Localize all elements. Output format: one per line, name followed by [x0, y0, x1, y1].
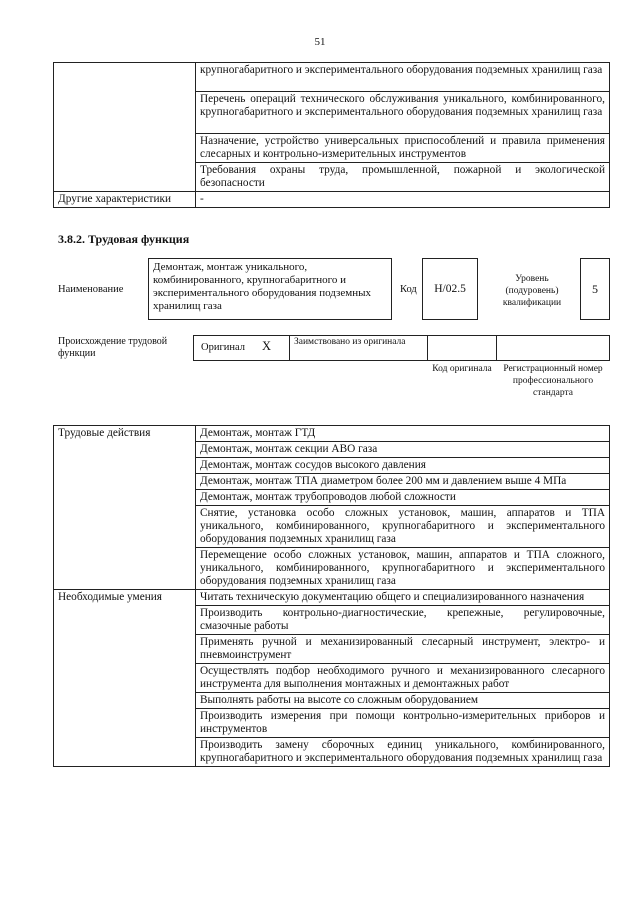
origin-label: Происхождение трудовой функции [58, 336, 168, 359]
top-table-label: Другие характеристики [54, 192, 196, 208]
list-item: Демонтаж, монтаж трубопроводов любой сложности [196, 490, 610, 506]
list-item: Демонтаж, монтаж секции АВО газа [196, 442, 610, 458]
group-label: Необходимые умения [54, 590, 196, 767]
list-item: Демонтаж, монтаж сосудов высокого давления [196, 458, 610, 474]
list-item: Применять ручной и механизированный слесарный инструмент, электро- и пневмоинструмент [196, 635, 610, 664]
list-item: Производить измерения при помощи контрольно-измерительных приборов и инструментов [196, 709, 610, 738]
top-table-value: Перечень операций технического обслуживания уникального, комбинированного, крупногабаритного и экспериментального оборудования подземных хранилищ газа [196, 92, 610, 134]
table-row [54, 63, 610, 92]
borrowed-label: Заимствовано из оригинала [294, 337, 406, 347]
level-label: Уровень (подуровень) квалификации [502, 274, 562, 308]
divider [427, 335, 428, 361]
code-caption: Код оригинала [432, 364, 492, 374]
list-item: Снятие, установка особо сложных установок, машин, аппаратов и ТПА уникального, комбинированного, крупногабаритного и экспериментального оборудования подземных хранилищ газа [196, 506, 610, 548]
list-item: Перемещение особо сложных установок, машин, аппаратов и ТПА сложного, уникального, комбинированного, крупногабаритного и экспериментального оборудования подземных хранилищ газа [196, 548, 610, 590]
divider [496, 335, 497, 361]
level-value-box: 5 [580, 258, 610, 320]
function-name-box: Демонтаж, монтаж уникального, комбинированного, крупногабаритного и экспериментального оборудования подземных хранилищ газа [148, 258, 392, 320]
original-mark: X [262, 339, 272, 353]
top-table-value: - [196, 192, 610, 208]
name-label: Наименование [58, 284, 124, 295]
original-label: Оригинал [201, 342, 245, 353]
section-heading: 3.8.2. Трудовая функция [58, 232, 190, 246]
top-table-value: крупногабаритного и экспериментального оборудования подземных хранилищ газа [196, 63, 610, 92]
divider [289, 335, 290, 361]
list-item: Осуществлять подбор необходимого ручного и механизированного слесарного инструмента для выполнения монтажных и демонтажных работ [196, 664, 610, 693]
top-table-value: Назначение, устройство универсальных приспособлений и правила применения слесарных и контрольно-измерительных инструментов [196, 134, 610, 163]
top-table-value: Требования охраны труда, промышленной, пожарной и экологической безопасности [196, 163, 610, 192]
list-item: Демонтаж, монтаж ГТД [196, 426, 610, 442]
function-code-box: Н/02.5 [422, 258, 478, 320]
code-label: Код [400, 284, 417, 295]
top-table-label [54, 63, 196, 192]
list-item: Выполнять работы на высоте со сложным оборудованием [196, 693, 610, 709]
list-item: Производить контрольно-диагностические, крепежные, регулировочные, смазочные работы [196, 606, 610, 635]
top-table [53, 62, 610, 208]
group-label: Трудовые действия [54, 426, 196, 590]
list-item: Демонтаж, монтаж ТПА диаметром более 200 мм и давлением выше 4 МПа [196, 474, 610, 490]
reg-caption: Регистрационный номер профессионального стандарта [503, 364, 603, 398]
list-item: Производить замену сборочных единиц уникального, комбинированного, крупногабаритного и экспериментального оборудования подземных хранилищ газа [196, 738, 610, 767]
list-item: Читать техническую документацию общего и специализированного назначения [196, 590, 610, 606]
table-row [54, 426, 610, 442]
table-row [54, 590, 610, 606]
main-table [53, 425, 610, 767]
table-row [54, 192, 610, 208]
page-number: 51 [314, 36, 326, 48]
